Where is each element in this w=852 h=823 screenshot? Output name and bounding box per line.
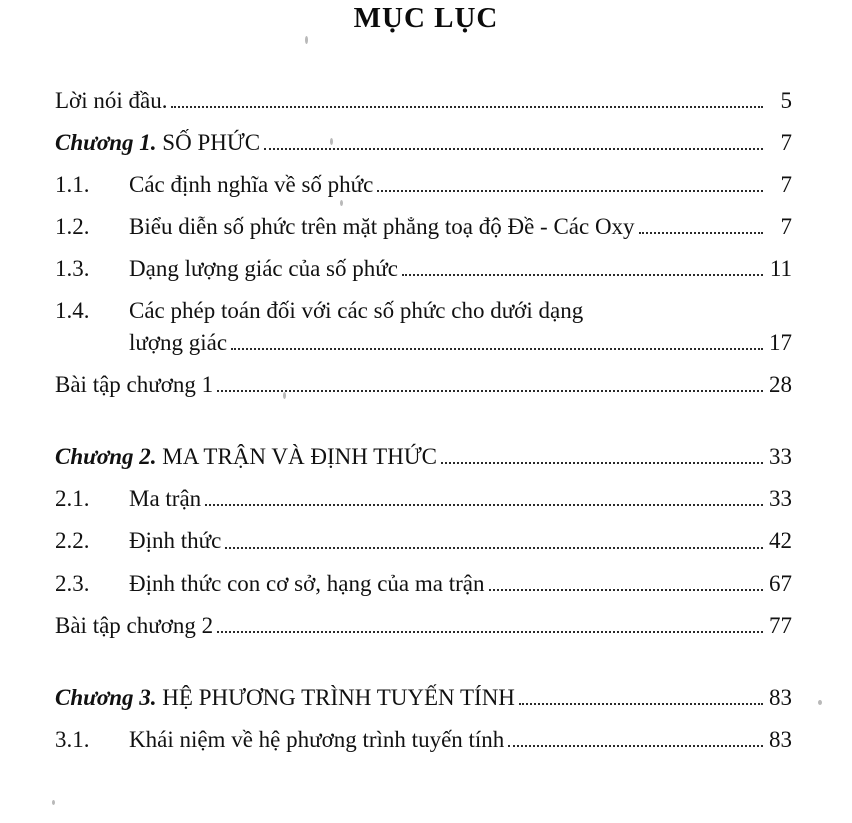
toc-chapter-title: SỐ PHỨC [156,130,261,156]
toc-entry-number: 3.1. [55,726,90,752]
scan-speck [340,200,343,206]
toc-entry-chapter-3[interactable] [55,684,792,712]
leader-dots [171,105,763,108]
toc-entry-page: 83 [769,726,792,752]
toc-entry-page: 7 [780,172,792,198]
toc-entry-number: 2.1. [55,486,90,512]
toc-entry-title: Ma trận [129,486,202,512]
leader-dots [217,630,763,633]
toc-entry-page: 28 [769,372,792,398]
toc-entry-chapter-2[interactable] [55,443,792,471]
toc-chapter-label: Chương 1. [55,130,157,156]
toc-entry-number: 1.1. [55,172,90,198]
toc-entry-page: 83 [769,684,792,710]
leader-dots [508,744,763,747]
toc-entry-page: 5 [780,88,792,113]
toc-entry-2-3[interactable] [55,570,792,598]
toc-entry-title: Dạng lượng giác của số phức [129,256,398,282]
toc-entry-2-2[interactable] [55,527,792,555]
toc-chapter-title: HỆ PHƯƠNG TRÌNH TUYẾN TÍNH [156,684,515,710]
toc-entry-exercises-1[interactable] [55,371,792,399]
page-title: MỤC LỤC [353,2,499,34]
leader-dots [217,389,763,392]
toc-entry-1-1[interactable] [55,171,792,199]
toc-entry-page: 11 [769,256,792,282]
toc-entry-number: 1.3. [55,256,90,282]
toc-entry-title: Khái niệm về hệ phương trình tuyến tính [129,726,505,752]
toc-entry-title: Bài tập chương 2 [55,612,214,638]
toc-entry-exercises-2[interactable] [55,612,792,640]
toc-entry-page: 42 [769,528,792,554]
toc-entry-title: Bài tập chương 1 [55,372,214,398]
leader-dots [205,503,763,506]
toc-entry-title: Định thức [129,528,222,554]
leader-dots [441,461,763,464]
toc-entry-preface[interactable] [55,87,792,115]
leader-dots [489,588,764,591]
toc-entry-number: 2.2. [55,528,90,554]
section-gap [55,413,792,443]
toc-entry-1-4[interactable] [55,297,792,357]
leader-dots [225,546,763,549]
toc-entry-2-1[interactable] [55,485,792,513]
toc-entry-title: Biểu diễn số phức trên mặt phẳng toạ độ Đề - Các Oxy [129,214,635,240]
toc-entry-page: 77 [769,612,792,638]
toc-entry-page: 7 [780,130,792,156]
toc-entry-3-1[interactable] [55,726,792,754]
toc-entry-title: Định thức con cơ sở, hạng của ma trận [129,570,485,596]
toc-entry-chapter-1[interactable] [55,129,792,157]
toc-entry-title: Lời nói đầu. [55,88,168,113]
toc-chapter-label: Chương 3. [55,684,157,710]
toc-entry-number: 2.3. [55,570,90,596]
leader-dots [231,347,763,350]
toc-entry-page: 67 [769,570,792,596]
toc-entry-title: Các phép toán đối với các số phức cho dưới dạng [129,298,584,324]
toc-entry-1-2[interactable] [55,213,792,241]
leader-dots [264,147,763,150]
table-of-contents [50,87,802,754]
scan-speck [283,392,286,399]
toc-entry-page: 33 [769,486,792,512]
toc-entry-page: 7 [780,214,792,240]
scan-speck [818,700,822,705]
leader-dots [402,273,763,276]
scan-speck [305,36,308,44]
toc-entry-number: 1.4. [55,298,90,324]
toc-entry-title-cont: lượng giác [129,330,228,356]
toc-entry-number: 1.2. [55,214,90,240]
toc-entry-1-3[interactable] [55,255,792,283]
leader-dots [519,702,763,705]
toc-chapter-title: MA TRẬN VÀ ĐỊNH THỨC [156,444,438,470]
scan-speck [330,138,333,145]
toc-entry-title: Các định nghĩa về số phức [129,172,374,198]
toc-chapter-label: Chương 2. [55,444,157,470]
toc-entry-page: 17 [769,330,792,356]
leader-dots [377,189,763,192]
section-gap [55,654,792,684]
toc-entry-page: 33 [769,444,792,470]
scan-speck [52,800,55,805]
leader-dots [639,231,763,234]
